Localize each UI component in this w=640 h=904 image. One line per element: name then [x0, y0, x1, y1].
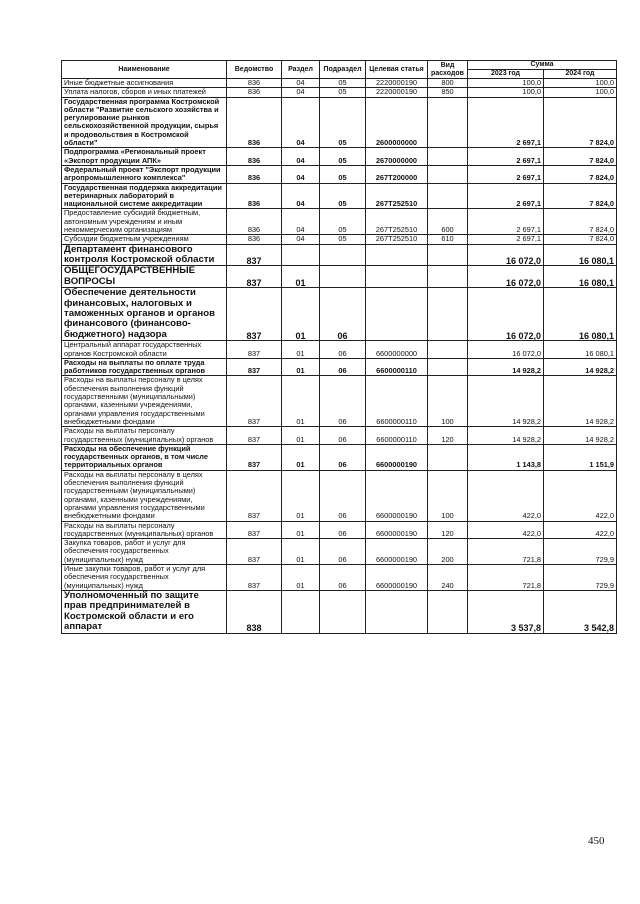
cell-dept: 837: [227, 470, 282, 521]
cell-y2: 729,9: [544, 565, 617, 591]
table-row: [62, 539, 617, 565]
cell-name: Иные закупки товаров, работ и услуг для обеспечения государственных (муниципальных) нужд: [62, 565, 227, 591]
cell-dept: 837: [227, 244, 282, 266]
cell-subsection: 06: [320, 341, 366, 359]
cell-subsection: 06: [320, 521, 366, 539]
table-body: [62, 79, 617, 634]
header-dept: Ведомство: [227, 61, 282, 79]
page-number: 450: [588, 835, 605, 847]
cell-name: ОБЩЕГОСУДАРСТВЕННЫЕ ВОПРОСЫ: [62, 266, 227, 288]
table-row: [62, 209, 617, 235]
cell-vr: [428, 183, 468, 209]
cell-vr: 610: [428, 235, 468, 244]
cell-subsection: 05: [320, 79, 366, 88]
table-row: [62, 288, 617, 341]
cell-section: 01: [282, 341, 320, 359]
cell-subsection: 06: [320, 376, 366, 427]
cell-vr: [428, 266, 468, 288]
cell-name: Расходы на выплаты персоналу в целях обеспечения выполнения функций государственными (муниципальными) органами, казенными учреждениями, органами управления государственными внебюджетными фондами: [62, 376, 227, 427]
cell-target: 6600000110: [366, 358, 428, 376]
cell-section: 04: [282, 148, 320, 166]
cell-section: [282, 590, 320, 633]
cell-y2: 729,9: [544, 539, 617, 565]
cell-section: 01: [282, 358, 320, 376]
cell-y1: 16 072,0: [468, 266, 544, 288]
cell-y2: 16 080,1: [544, 341, 617, 359]
cell-subsection: 05: [320, 235, 366, 244]
cell-y1: 2 697,1: [468, 97, 544, 148]
cell-vr: 600: [428, 209, 468, 235]
cell-vr: [428, 358, 468, 376]
cell-target: 267T252510: [366, 235, 428, 244]
cell-y1: 100,0: [468, 79, 544, 88]
header-target: Целевая статья: [366, 61, 428, 79]
cell-target: 6600000190: [366, 444, 428, 470]
cell-subsection: 05: [320, 183, 366, 209]
cell-vr: [428, 288, 468, 341]
cell-section: 04: [282, 183, 320, 209]
cell-section: 04: [282, 79, 320, 88]
cell-name: Расходы на обеспечение функций государственных органов, в том числе территориальных органов: [62, 444, 227, 470]
cell-name: Расходы на выплаты по оплате труда работников государственных органов: [62, 358, 227, 376]
cell-y2: 16 080,1: [544, 288, 617, 341]
cell-name: Уполномоченный по защите прав предпринимателей в Костромской области и его аппарат: [62, 590, 227, 633]
cell-target: 2220000190: [366, 88, 428, 97]
cell-section: 01: [282, 521, 320, 539]
cell-dept: 836: [227, 88, 282, 97]
cell-target: [366, 590, 428, 633]
cell-y2: 3 542,8: [544, 590, 617, 633]
cell-target: [366, 244, 428, 266]
cell-name: Подпрограмма «Региональный проект «Экспорт продукции АПК»: [62, 148, 227, 166]
cell-vr: 850: [428, 88, 468, 97]
cell-target: 2600000000: [366, 97, 428, 148]
table-row: [62, 341, 617, 359]
cell-subsection: 05: [320, 209, 366, 235]
table-header: [62, 61, 617, 79]
header-name: Наименование: [62, 61, 227, 79]
cell-target: [366, 288, 428, 341]
cell-dept: 836: [227, 235, 282, 244]
cell-dept: 837: [227, 539, 282, 565]
cell-y1: 2 697,1: [468, 183, 544, 209]
cell-y1: 16 072,0: [468, 341, 544, 359]
cell-target: [366, 266, 428, 288]
cell-section: 01: [282, 266, 320, 288]
cell-vr: [428, 244, 468, 266]
cell-dept: 836: [227, 165, 282, 183]
cell-target: 2220000190: [366, 79, 428, 88]
cell-subsection: 06: [320, 444, 366, 470]
cell-subsection: 06: [320, 288, 366, 341]
cell-y1: 3 537,8: [468, 590, 544, 633]
table-row: [62, 427, 617, 445]
cell-vr: 200: [428, 539, 468, 565]
cell-dept: 836: [227, 148, 282, 166]
cell-target: 267T200000: [366, 165, 428, 183]
cell-section: 04: [282, 165, 320, 183]
cell-y1: 2 697,1: [468, 209, 544, 235]
cell-name: Государственная программа Костромской области "Развитие сельского хозяйства и регулирование рынков сельскохозяйственной продукции, сырья и продовольствия в Костромской области": [62, 97, 227, 148]
cell-name: Центральный аппарат государственных органов Костромской области: [62, 341, 227, 359]
cell-name: Департамент финансового контроля Костромской области: [62, 244, 227, 266]
cell-subsection: 05: [320, 88, 366, 97]
cell-y1: 721,8: [468, 539, 544, 565]
header-year2: 2024 год: [544, 70, 617, 79]
header-expense-type: Вид расходов: [428, 61, 468, 79]
cell-vr: 120: [428, 521, 468, 539]
cell-vr: 100: [428, 470, 468, 521]
table-row: [62, 148, 617, 166]
cell-name: Закупка товаров, работ и услуг для обеспечения государственных (муниципальных) нужд: [62, 539, 227, 565]
cell-name: Субсидии бюджетным учреждениям: [62, 235, 227, 244]
cell-dept: 837: [227, 521, 282, 539]
cell-y1: 422,0: [468, 521, 544, 539]
cell-y1: 14 928,2: [468, 427, 544, 445]
header-year1: 2023 год: [468, 70, 544, 79]
table-row: [62, 183, 617, 209]
cell-target: 267T252510: [366, 183, 428, 209]
budget-table: [61, 60, 617, 634]
cell-subsection: 05: [320, 148, 366, 166]
cell-y2: 16 080,1: [544, 266, 617, 288]
cell-section: 01: [282, 288, 320, 341]
cell-y1: 2 697,1: [468, 235, 544, 244]
cell-y2: 422,0: [544, 521, 617, 539]
cell-name: Иные бюджетные ассигнования: [62, 79, 227, 88]
cell-y1: 2 697,1: [468, 165, 544, 183]
cell-dept: 837: [227, 341, 282, 359]
table-row: [62, 266, 617, 288]
cell-vr: [428, 97, 468, 148]
cell-target: 6600000000: [366, 341, 428, 359]
cell-y1: 14 928,2: [468, 376, 544, 427]
cell-subsection: 06: [320, 427, 366, 445]
table-row: [62, 470, 617, 521]
cell-vr: [428, 165, 468, 183]
cell-y2: 14 928,2: [544, 358, 617, 376]
cell-y2: 100,0: [544, 88, 617, 97]
cell-y2: 422,0: [544, 470, 617, 521]
cell-section: 04: [282, 235, 320, 244]
cell-section: 01: [282, 444, 320, 470]
cell-vr: 100: [428, 376, 468, 427]
cell-vr: 800: [428, 79, 468, 88]
cell-target: 2670000000: [366, 148, 428, 166]
cell-y2: 7 824,0: [544, 209, 617, 235]
cell-dept: 836: [227, 209, 282, 235]
cell-subsection: 05: [320, 97, 366, 148]
table-row: [62, 444, 617, 470]
cell-subsection: [320, 590, 366, 633]
cell-vr: [428, 341, 468, 359]
cell-subsection: 06: [320, 539, 366, 565]
cell-section: 04: [282, 209, 320, 235]
cell-vr: [428, 590, 468, 633]
table-row: [62, 88, 617, 97]
cell-dept: 837: [227, 376, 282, 427]
cell-y2: 7 824,0: [544, 97, 617, 148]
cell-target: 6600000190: [366, 539, 428, 565]
cell-name: Федеральный проект "Экспорт продукции агропромышленного комплекса": [62, 165, 227, 183]
cell-y2: 16 080,1: [544, 244, 617, 266]
cell-y1: 16 072,0: [468, 244, 544, 266]
cell-section: [282, 244, 320, 266]
cell-dept: 837: [227, 266, 282, 288]
cell-name: Расходы на выплаты персоналу государственных (муниципальных) органов: [62, 427, 227, 445]
table-row: [62, 235, 617, 244]
cell-subsection: 06: [320, 565, 366, 591]
cell-section: 01: [282, 427, 320, 445]
cell-dept: 837: [227, 565, 282, 591]
cell-vr: [428, 444, 468, 470]
table-row: [62, 244, 617, 266]
cell-name: Предоставление субсидий бюджетным, автономным учреждениям и иным некоммерческим организациям: [62, 209, 227, 235]
cell-dept: 837: [227, 288, 282, 341]
table-row: [62, 565, 617, 591]
cell-dept: 837: [227, 358, 282, 376]
table-row: [62, 165, 617, 183]
cell-y1: 14 928,2: [468, 358, 544, 376]
table-row: [62, 358, 617, 376]
cell-y1: 16 072,0: [468, 288, 544, 341]
cell-target: 6600000190: [366, 470, 428, 521]
header-sum: Сумма: [468, 61, 617, 70]
cell-y2: 7 824,0: [544, 165, 617, 183]
header-section: Раздел: [282, 61, 320, 79]
cell-y1: 422,0: [468, 470, 544, 521]
cell-section: 04: [282, 88, 320, 97]
cell-y1: 100,0: [468, 88, 544, 97]
cell-vr: 240: [428, 565, 468, 591]
cell-y2: 14 928,2: [544, 427, 617, 445]
cell-y2: 14 928,2: [544, 376, 617, 427]
table-row: [62, 590, 617, 633]
cell-target: 6600000190: [366, 521, 428, 539]
cell-subsection: [320, 266, 366, 288]
cell-section: 01: [282, 565, 320, 591]
cell-target: 6600000110: [366, 376, 428, 427]
cell-subsection: 06: [320, 470, 366, 521]
cell-name: Государственная поддержка аккредитации ветеринарных лабораторий в национальной системе аккредитации: [62, 183, 227, 209]
table-row: [62, 521, 617, 539]
cell-y1: 1 143,8: [468, 444, 544, 470]
cell-name: Расходы на выплаты персоналу государственных (муниципальных) органов: [62, 521, 227, 539]
cell-section: 01: [282, 470, 320, 521]
cell-section: 01: [282, 539, 320, 565]
cell-subsection: 06: [320, 358, 366, 376]
cell-name: Расходы на выплаты персоналу в целях обеспечения выполнения функций государственными (муниципальными) органами, казенными учреждениями, органами управления государственными внебюджетными фондами: [62, 470, 227, 521]
cell-y1: 721,8: [468, 565, 544, 591]
table-row: [62, 376, 617, 427]
cell-target: 6600000110: [366, 427, 428, 445]
cell-dept: 838: [227, 590, 282, 633]
cell-vr: 120: [428, 427, 468, 445]
cell-section: 01: [282, 376, 320, 427]
cell-section: 04: [282, 97, 320, 148]
cell-vr: [428, 148, 468, 166]
cell-dept: 836: [227, 183, 282, 209]
cell-y2: 100,0: [544, 79, 617, 88]
cell-subsection: 05: [320, 165, 366, 183]
cell-y2: 1 151,9: [544, 444, 617, 470]
cell-dept: 836: [227, 97, 282, 148]
table-row: [62, 97, 617, 148]
cell-y2: 7 824,0: [544, 148, 617, 166]
cell-dept: 837: [227, 427, 282, 445]
cell-target: 267T252510: [366, 209, 428, 235]
cell-y1: 2 697,1: [468, 148, 544, 166]
cell-name: Обеспечение деятельности финансовых, налоговых и таможенных органов и органов финансового (финансово-бюджетного) надзора: [62, 288, 227, 341]
cell-dept: 837: [227, 444, 282, 470]
header-subsection: Подраздел: [320, 61, 366, 79]
cell-subsection: [320, 244, 366, 266]
cell-y2: 7 824,0: [544, 235, 617, 244]
cell-y2: 7 824,0: [544, 183, 617, 209]
cell-name: Уплата налогов, сборов и иных платежей: [62, 88, 227, 97]
cell-target: 6600000190: [366, 565, 428, 591]
cell-dept: 836: [227, 79, 282, 88]
